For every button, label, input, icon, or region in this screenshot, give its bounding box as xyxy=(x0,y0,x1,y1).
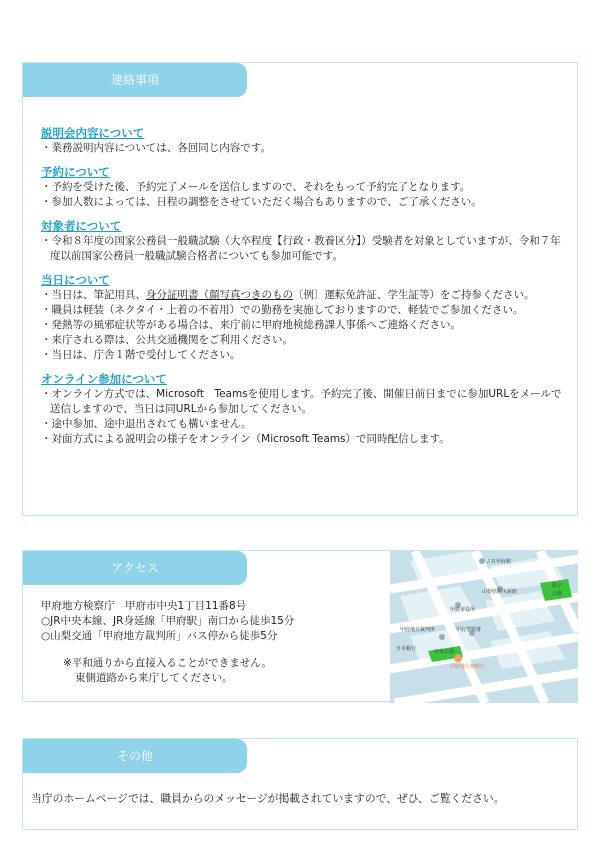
route-line: ○JR中央本線、JR身延線「甲府駅」南口から徒歩15分 xyxy=(41,615,295,627)
list-item: ・途中参加、途中退出されても構いません。 xyxy=(41,418,252,430)
access-panel xyxy=(22,550,578,702)
note-line: ※平和通りから直接入ることができません。 xyxy=(63,657,272,669)
list-item: ・発熱等の風邪症状等がある場合は、来庁前に甲府地検総務課人事係へご連絡ください。 xyxy=(41,319,461,331)
list-item: ・業務説明内容については、各回同じ内容です。 xyxy=(41,142,271,154)
map-label: 公園 xyxy=(552,591,563,597)
section-heading: 対象者について xyxy=(41,219,122,233)
section-on-the-day xyxy=(41,272,567,363)
access-info xyxy=(41,599,371,686)
station-marker xyxy=(479,558,485,564)
list-item: ・予約を受けた後、予約完了メールを送信しますので、それをもって予約完了となります。 xyxy=(41,181,471,193)
list-item: ・来庁される際は、公共交通機関をご利用ください。 xyxy=(41,334,293,346)
address-line: 甲府地方検察庁 甲府市中央1丁目11番8号 xyxy=(41,600,247,612)
map-label: 甲府地方裁判所 xyxy=(400,627,436,633)
section-heading: オンライン参加について xyxy=(41,372,167,386)
list-item: ・対面方式による説明会の様子をオンライン（Microsoft Teams）で同時配信します。 xyxy=(41,433,450,445)
map-label: 甲府市役所 xyxy=(450,607,476,613)
map-label: 中央公園 xyxy=(434,649,455,655)
target-marker xyxy=(454,654,462,662)
contact-tab: 連絡事項 xyxy=(23,63,247,97)
access-map xyxy=(390,551,578,703)
list-item: ・職員は軽装（ネクタイ・上着の不着用）での勤務を実施しておりますので、軽装でご参加ください。 xyxy=(41,304,524,316)
section-online xyxy=(41,371,567,447)
list-item: ・オンライン方式では、Microsoft Teamsを使用します。予約完了後、開催日前日までに参加URLをメールで送信しますので、当日は同URLから参加してください。 xyxy=(41,388,562,415)
section-heading: 予約について xyxy=(41,165,110,179)
section-eligibility xyxy=(41,218,567,264)
map-label: 日本銀行 xyxy=(396,646,417,652)
section-reservation xyxy=(41,164,567,210)
map-label: 山梨県防災新館 xyxy=(482,589,518,595)
underlined-text: 身分証明書（顔写真つきのもの xyxy=(146,289,293,301)
other-tab: その他 xyxy=(23,739,247,773)
list-item: ・当日は、庁舎１階で受付してください。 xyxy=(41,349,241,361)
map-label: ＪＲ甲府駅 xyxy=(486,559,512,565)
list-item: ・当日は、筆記用具、身分証明書（顔写真つきのもの〔例〕運転免許証、学生証等）をご持参ください。 xyxy=(41,289,535,301)
building-marker xyxy=(439,634,445,640)
map-label: 甲府地方検察庁 xyxy=(450,664,486,670)
route-line: ○山梨交通「甲府地方裁判所」バス停から徒歩5分 xyxy=(41,630,278,642)
other-text: 当庁のホームページでは、職員からのメッセージが掲載されていますので、ぜひ、ご覧ください。 xyxy=(31,792,505,805)
access-tab: アクセス xyxy=(23,551,247,585)
other-panel xyxy=(22,738,578,830)
note-line: 東側道路から来庁してください。 xyxy=(75,672,233,684)
section-heading: 説明会内容について xyxy=(41,126,145,140)
section-content xyxy=(41,125,567,156)
section-heading: 当日について xyxy=(41,273,110,287)
map-label: 県庁 xyxy=(552,583,563,589)
map-graphic xyxy=(390,551,578,703)
map-label: 甲府警察署 xyxy=(456,627,482,633)
list-item: ・令和８年度の国家公務員一般職試験（大卒程度【行政・教養区分】）受験者を対象としていますが、令和７年度以前国家公務員一般職試験合格者についても参加可能です。 xyxy=(41,235,561,262)
contact-panel xyxy=(22,62,578,516)
list-item: ・参加人数によっては、日程の調整をさせていただく場合もありますので、ご了承ください。 xyxy=(41,196,482,208)
contact-content xyxy=(41,125,567,447)
access-note xyxy=(41,656,371,686)
